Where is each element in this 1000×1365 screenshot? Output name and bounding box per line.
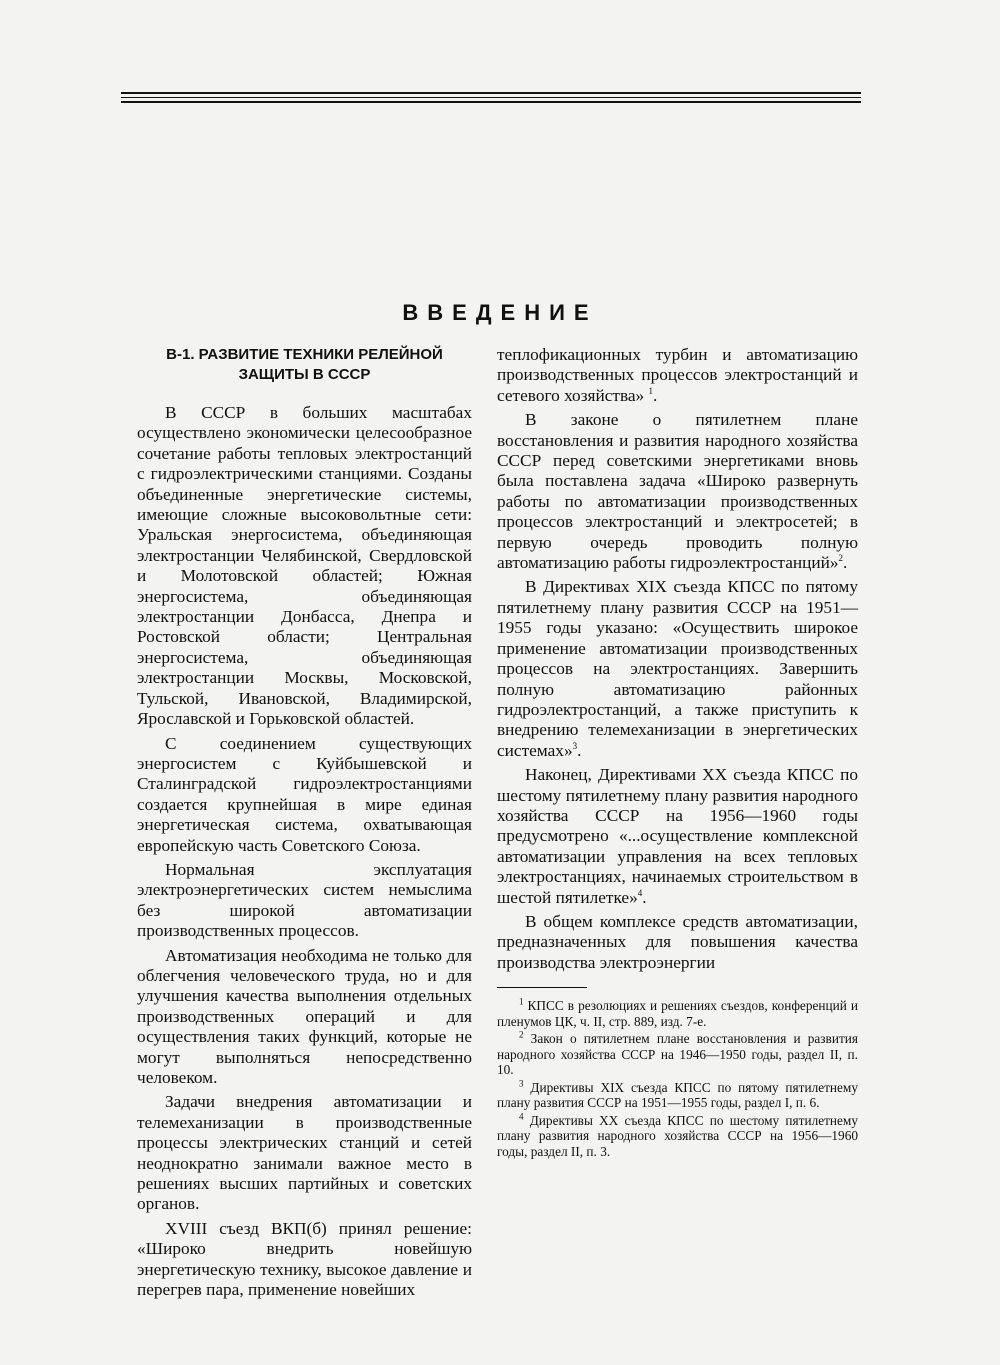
footnote-ref: 1 — [648, 386, 654, 397]
paragraph: В общем комплексе средств автоматизации, предназначенных для повышения качества производства электроэнергии — [497, 911, 858, 972]
paragraph: Задачи внедрения автоматизации и телемеханизации в производственные процессы электрических станций и сетей неоднократно занимали важное место в решениях высших партийных и советских органов. — [137, 1092, 472, 1214]
section-heading-line1: В-1. РАЗВИТИЕ ТЕХНИКИ РЕЛЕЙНОЙ — [166, 346, 443, 363]
section-heading-line2: ЗАЩИТЫ В СССР — [238, 366, 371, 383]
footnote: $^2$ Закон о пятилетнем плане восстановления и развития народного хозяйства СССР на 1946—1950 годы, раздел II, п. 10. — [497, 1029, 858, 1078]
paragraph: Автоматизация необходима не только для облегчения человеческого труда, но и для улучшения качества выполнения отдельных производственных операций и для осуществления таких функций, которые не могут выполняться непосредственно человеком. — [137, 945, 472, 1087]
top-rule-thick — [121, 92, 861, 94]
paragraph: теплофикационных турбин и автоматизацию производственных процессов электростанций и сетевого хозяйства» $^1$. — [497, 345, 858, 405]
footnote-ref: 3 — [572, 740, 578, 751]
footnote: $^3$ Директивы XIX съезда КПСС по пятому пятилетнему плану развития СССР на 1951—1955 годы, раздел I, п. 6. — [497, 1078, 858, 1111]
footnote-divider — [497, 987, 587, 988]
footnote-ref: 4 — [637, 887, 643, 898]
right-column — [497, 345, 858, 1161]
paragraph: В законе о пятилетнем плане восстановления и развития народного хозяйства СССР перед советскими энергетиками вновь была поставлена задача «Широко развернуть работы по автоматизации производственных процессов электростанций и электросетей; в первую очередь проводить полную автоматизацию работы гидроэлектростанций»$^2$. — [497, 410, 858, 573]
paragraph: Наконец, Директивами XX съезда КПСС по шестому пятилетнему плану развития народного хозяйства СССР на 1956—1960 годы предусмотрено «...осуществление комплексной автоматизации управления на всех тепловых электростанциях, начинаемых строительством в шестой пятилетке»$^4$. — [497, 765, 858, 907]
footnote: $^4$ Директивы XX съезда КПСС по шестому пятилетнему плану развития народного хозяйства СССР на 1956—1960 годы, раздел II, п. 3. — [497, 1111, 858, 1159]
paragraph: Нормальная эксплуатация электроэнергетических систем немыслима без широкой автоматизации производственных процессов. — [137, 859, 472, 941]
top-rule-thin — [121, 97, 861, 98]
paragraph: В Директивах XIX съезда КПСС по пятому пятилетнему плану развития СССР на 1951—1955 годы указано: «Осуществить широкое применение автоматизации производственных процессов на электростанциях. Завершить полную автоматизацию районных гидроэлектростанций, а также приступить к внедрению телемеханизации в энергетических системах»$^3$. — [497, 577, 858, 760]
paragraph: XVIII съезд ВКП(б) принял решение: «Широко внедрить новейшую энергетическую технику, высокое давление и перегрев пара, применение новейших — [137, 1218, 472, 1300]
footnote: $^1$ КПСС в резолюциях и решениях съездов, конференций и пленумов ЦК, ч. II, стр. 889, изд. 7-е. — [497, 996, 858, 1029]
paragraph: С соединением существующих энергосистем с Куйбышевской и Сталинградской гидроэлектростанциями создается крупнейшая в мире единая энергетическая система, охватывающая европейскую часть Советского Союза. — [137, 733, 472, 855]
top-rule-bottom — [121, 101, 861, 103]
paragraph: В СССР в больших масштабах осуществлено экономически целесообразное сочетание работы тепловых электростанций с гидроэлектрическими станциями. Созданы объединенные энергетические системы, имеющие сложные высоковольтные сети: Уральская энергосистема, объединяющая электростанции Челябинской, Свердловской и Молотовской областей; Южная энергосистема, объединяющая электростанции Донбасса, Днепра и Ростовской области; Центральная энергосистема, объединяющая электростанции Москвы, Московской, Тульской, Ивановской, Владимирской, Ярославской и Горьковской областей. — [137, 403, 472, 729]
section-heading — [137, 345, 472, 385]
chapter-title: ВВЕДЕНИЕ — [402, 300, 598, 325]
left-column — [137, 345, 472, 1300]
footnote-ref: 2 — [838, 553, 843, 564]
